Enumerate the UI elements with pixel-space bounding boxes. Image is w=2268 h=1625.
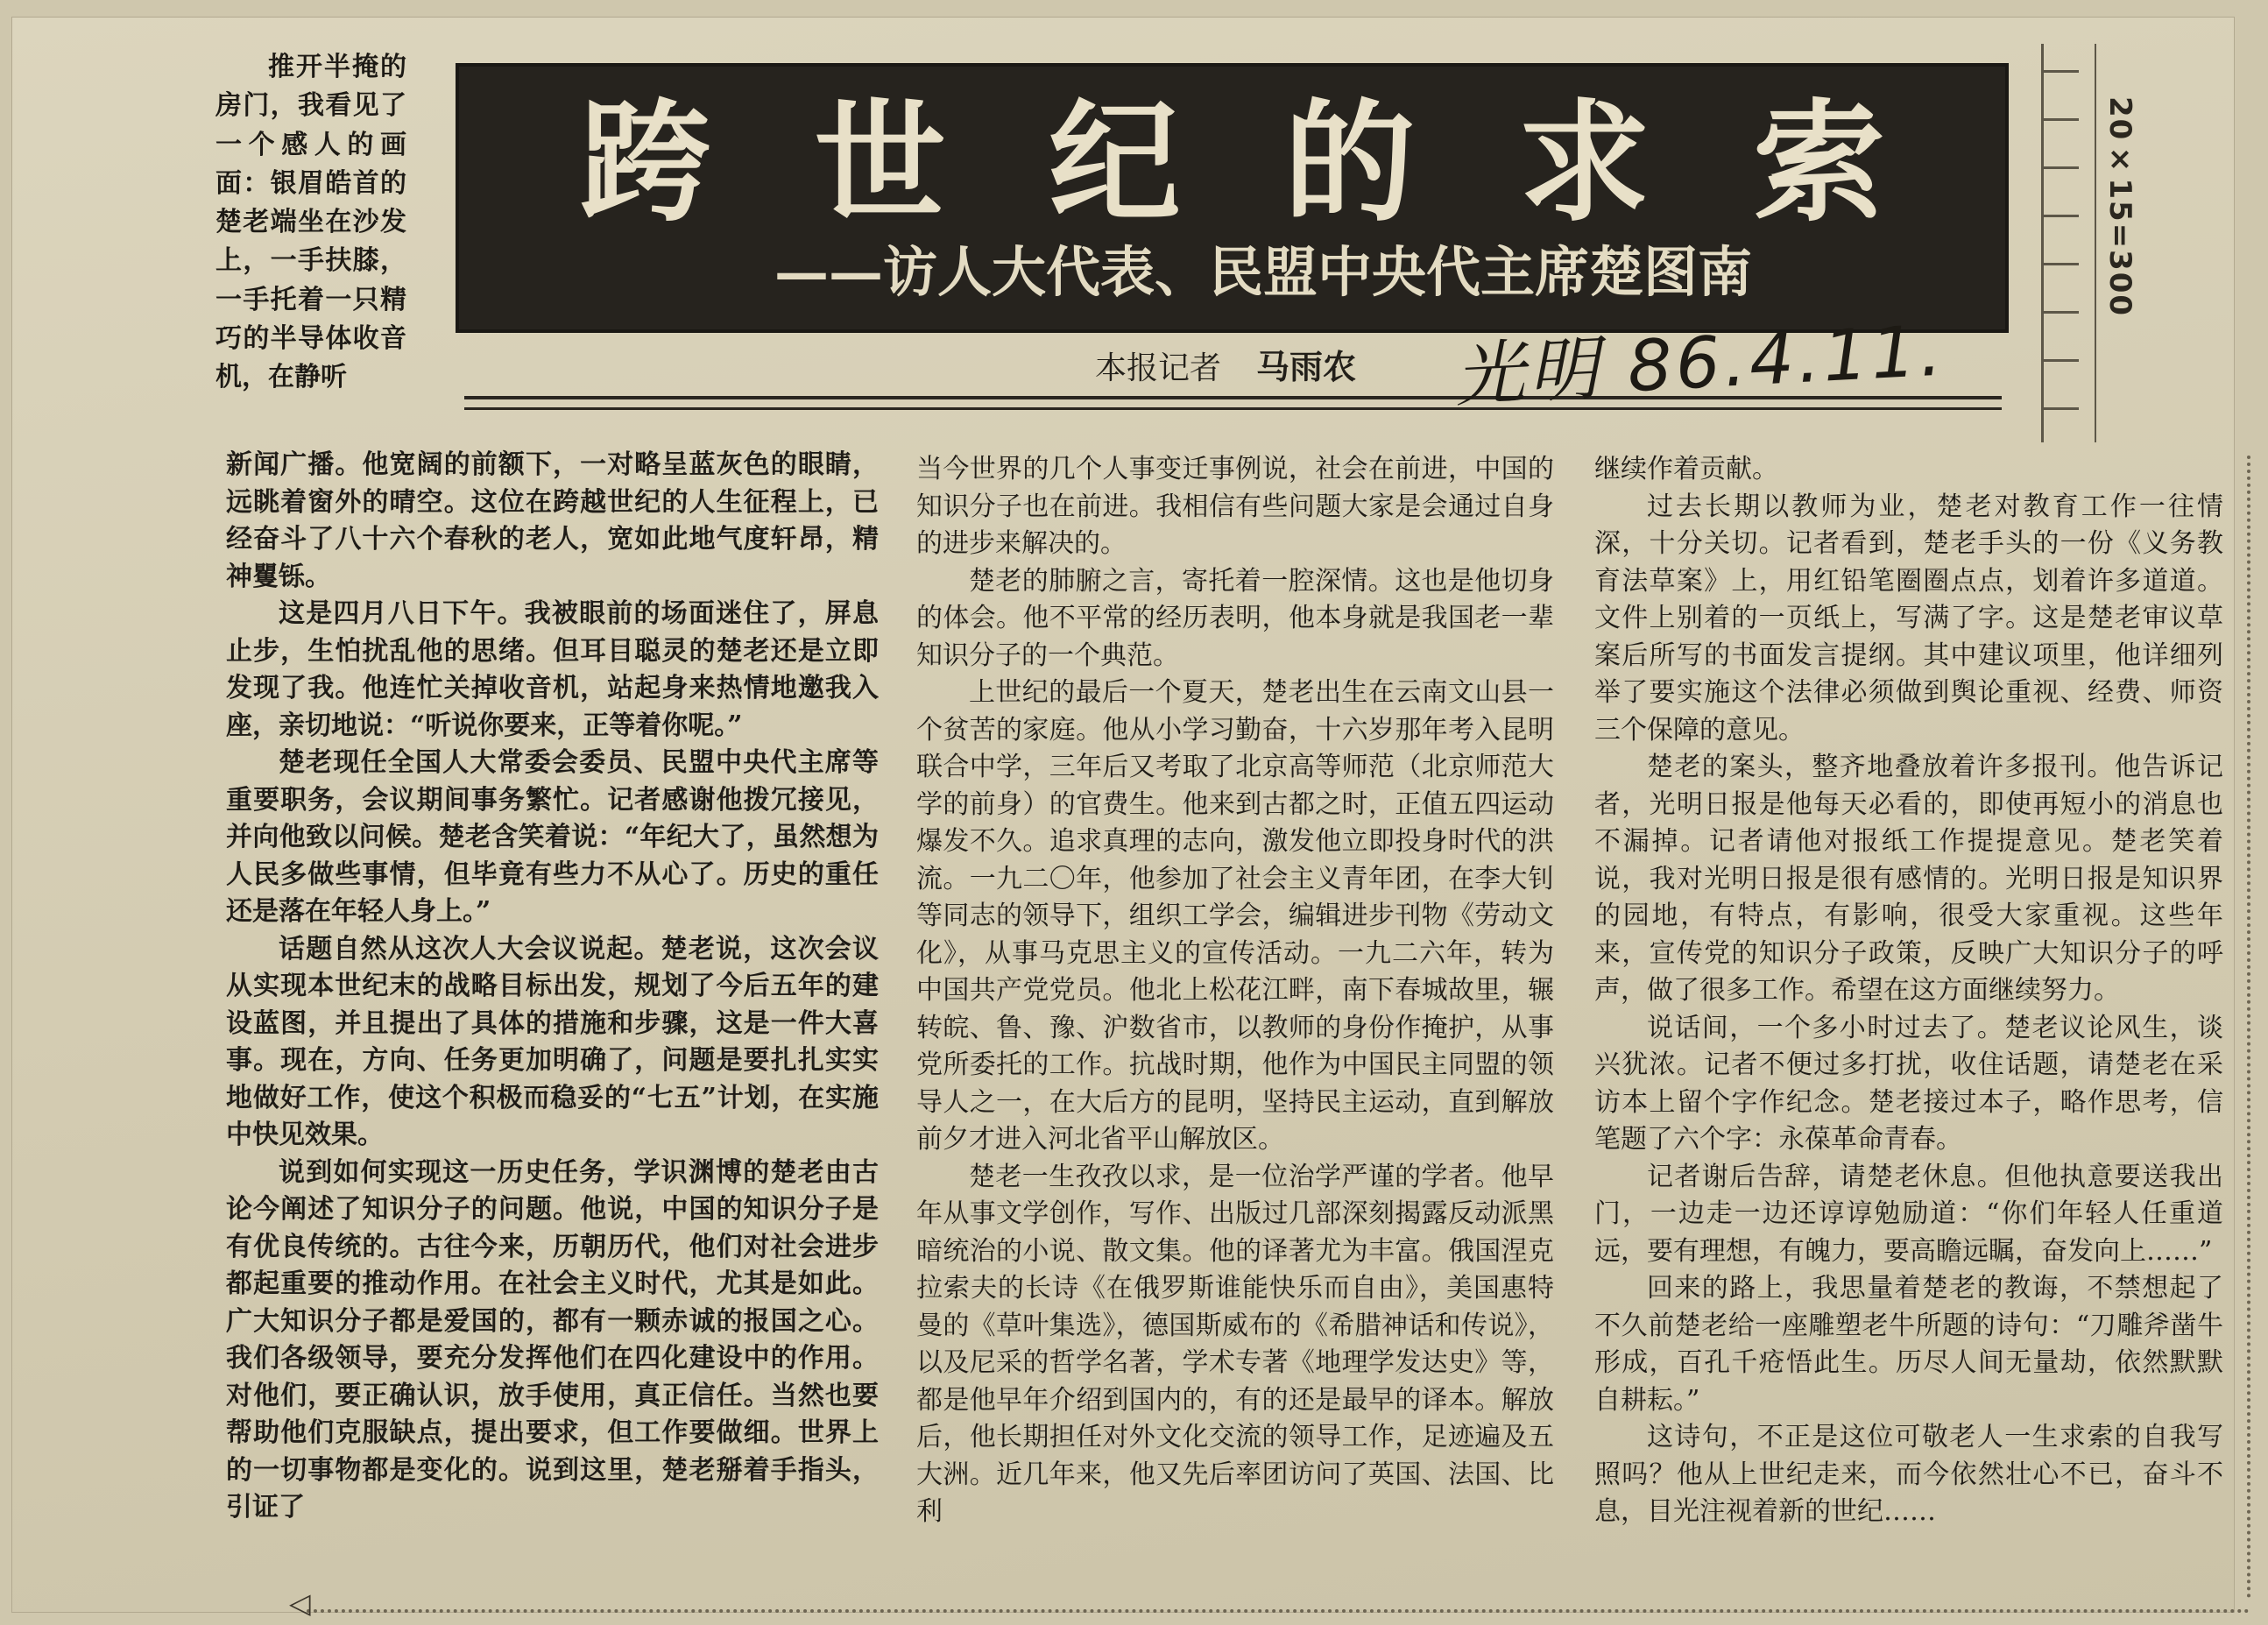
headline-title: 跨世纪的求索 <box>579 86 1989 240</box>
paragraph: 这诗句，不正是这位可敬老人一生求索的自我写照吗？他从上世纪走来，而今依然壮心不已，奋斗不息，目光注视着新的世纪…… <box>1594 1422 2223 1527</box>
paragraph: 这是四月八日下午。我被眼前的场面迷住了，屏息止步，生怕扰乱他的思绪。但耳目聪灵的楚老还是立即发现了我。他连忙关掉收音机，站起身来热情地邀我入座，亲切地说：“听说你要来，正等着你呢。” <box>226 598 879 741</box>
paragraph: 新闻广播。他宽阔的前额下，一对略呈蓝灰色的眼睛，远眺着窗外的晴空。这位在跨越世纪的人生征程上，已经奋斗了八十六个春秋的老人，宽如此地气度轩昂，精神矍铄。 <box>226 449 879 592</box>
arrow-left-icon: ◁ <box>289 1586 311 1620</box>
grid-paper-label: 20×15=300 <box>2102 96 2137 318</box>
article-column-2 <box>916 451 1554 1531</box>
paragraph: 上世纪的最后一个夏天，楚老出生在云南文山县一个贫苦的家庭。他从小学习勤奋，十六岁那年考入昆明联合中学，三年后又考取了北京高等师范（北京师范大学的前身）的官费生。他来到古都之时，正值五四运动爆发不久。追求真理的志向，激发他立即投身时代的洪流。一九二〇年，他参加了社会主义青年团，在李大钊等同志的领导下，组织工学会，编辑进步刊物《劳动文化》，从事马克思主义的宣传活动。一九二六年，转为中国共产党党员。他北上松花江畔，南下春城故里，辗转皖、鲁、豫、沪数省市，以教师的身份作掩护，从事党所委托的工作。抗战时期，他作为中国民主同盟的领导人之一，在大后方的昆明，坚持民主运动，直到解放前夕才进入河北省平山解放区。 <box>916 677 1554 1155</box>
paragraph: 楚老的案头，整齐地叠放着许多报刊。他告诉记者，光明日报是他每天必看的，即使再短小的消息也不漏掉。记者请他对报纸工作提提意见。楚老笑着说，我对光明日报是很有感情的。光明日报是知识界的园地，有特点，有影响，很受大家重视。这些年来，宣传党的知识分子政策，反映广大知识分子的呼声，做了很多工作。希望在这方面继续努力。 <box>1594 752 2223 1006</box>
paragraph: 说到如何实现这一历史任务，学识渊博的楚老由古论今阐述了知识分子的问题。他说，中国的知识分子是有优良传统的。古往今来，历朝历代，他们对社会进步都起重要的推动作用。在社会主义时代，尤其是如此。广大知识分子都是爱国的，都有一颗赤诚的报国之心。我们各级领导，要充分发挥他们在四化建设中的作用。对他们，要正确认识，放手使用，真正信任。当然也要帮助他们克服缺点，提出要求，但工作要做细。世界上的一切事物都是变化的。说到这里，楚老掰着手指头，引证了 <box>226 1156 879 1523</box>
paragraph: 楚老现任全国人大常委会委员、民盟中央代主席等重要职务，会议期间事务繁忙。记者感谢他拨冗接见，并向他致以问候。楚老含笑着说：“年纪大了，虽然想为人民多做些事情，但毕竟有些力不从心了。历史的重任还是落在年轻人身上。” <box>226 747 879 927</box>
grid-paper-strip <box>2041 44 2236 442</box>
byline-author: 马雨农 <box>1256 347 1357 386</box>
headline-banner <box>456 63 2009 333</box>
clipping-cut-edge-bottom <box>307 1609 2250 1613</box>
byline <box>1095 340 1356 388</box>
headline-subtitle: ——访人大代表、民盟中央代主席楚图南 <box>774 240 1753 304</box>
clipping-cut-edge-right <box>2247 456 2250 1599</box>
paragraph: 回来的路上，我思量着楚老的教诲，不禁想起了不久前楚老给一座雕塑老牛所题的诗句：“刀雕斧凿牛形成，百孔千疮悟此生。历尽人间无量劫，依然默默自耕耘。” <box>1594 1273 2223 1416</box>
article-column-1 <box>226 447 879 1527</box>
paragraph: 记者谢后告辞，请楚老休息。但他执意要送我出门，一边走一边还谆谆勉励道：“你们年轻人任重道远，要有理想，有魄力，要高瞻远瞩，奋发向上……” <box>1594 1161 2223 1267</box>
article-lead <box>215 48 406 398</box>
lead-paragraph: 推开半掩的房门，我看见了一个感人的画面：银眉皓首的楚老端坐在沙发上，一手扶膝，一手托着一只精巧的半导体收音机，在静听 <box>215 52 406 393</box>
paragraph: 楚老一生孜孜以求，是一位治学严谨的学者。他早年从事文学创作，写作、出版过几部深刻揭露反动派黑暗统治的小说、散文集。他的译著尤为丰富。俄国涅克拉索夫的长诗《在俄罗斯谁能快乐而自由》，美国惠特曼的《草叶集选》，德国斯威布的《希腊神话和传说》，以及尼采的哲学名著，学术专著《地理学发达史》等，都是他早年介绍到国内的，有的还是最早的译本。解放后，他长期担任对外文化交流的领导工作，足迹遍及五大洲。近几年来，他又先后率团访问了英国、法国、比利 <box>916 1161 1554 1527</box>
paragraph: 话题自然从这次人大会议说起。楚老说，这次会议从实现本世纪末的战略目标出发，规划了今后五年的建设蓝图，并且提出了具体的措施和步骤，这是一件大喜事。现在，方向、任务更加明确了，问题是要扎扎实实地做好工作，使这个积极而稳妥的“七五”计划，在实施中快见效果。 <box>226 933 879 1150</box>
paragraph: 楚老的肺腑之言，寄托着一腔深情。这也是他切身的体会。他不平常的经历表明，他本身就是我国老一辈知识分子的一个典范。 <box>916 565 1554 671</box>
paragraph: 说话间，一个多小时过去了。楚老议论风生，谈兴犹浓。记者不便过多打扰，收住话题，请楚老在采访本上留个字作纪念。楚老接过本子，略作思考，信笔题了六个字：永葆革命青春。 <box>1594 1012 2223 1155</box>
byline-label: 本报记者 <box>1095 350 1222 386</box>
article-column-3 <box>1594 451 2223 1531</box>
paragraph: 过去长期以教师为业，楚老对教育工作一往情深，十分关切。记者看到，楚老手头的一份《义务教育法草案》上，用红铅笔圈圈点点，划着许多道道。文件上别着的一页纸上，写满了字。这是楚老审议草案后所写的书面发言提纲。其中建议项里，他详细列举了要实施这个法律必须做到舆论重视、经费、师资三个保障的意见。 <box>1594 491 2223 745</box>
handwritten-date-note: 光明 86.4.11. <box>1452 309 1947 417</box>
paragraph: 当今世界的几个人事变迁事例说，社会在前进，中国的知识分子也在前进。我相信有些问题大家是会通过自身的进步来解决的。 <box>916 454 1554 559</box>
paragraph: 继续作着贡献。 <box>1594 454 1778 484</box>
